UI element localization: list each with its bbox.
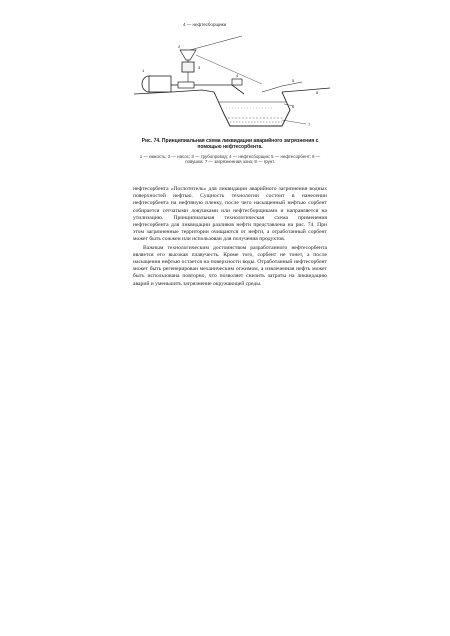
svg-text:7: 7	[308, 122, 311, 127]
figure-caption	[132, 138, 328, 164]
svg-text:1: 1	[142, 68, 145, 73]
svg-text:6: 6	[292, 104, 295, 109]
caption-title: Рис. 74. Принципиальная схема ликвидации аварийного загрязнения с помощью нефтесорбента.	[141, 138, 319, 150]
svg-text:4: 4	[236, 73, 239, 78]
scheme-figure	[132, 22, 332, 134]
svg-text:8: 8	[316, 90, 319, 95]
scheme-drawing	[132, 22, 332, 134]
body-text	[133, 186, 327, 288]
figure-top-label: 4 — нефтесборщики	[183, 22, 227, 27]
svg-text:5: 5	[292, 78, 295, 83]
svg-text:2: 2	[178, 44, 181, 49]
paragraph-2: Важным технологическим достоинством разработанного нефтесорбента является его высокая плавучесть. Кроме того, сорбент не тонет, а после насыщения нефтью остается на поверхности воды. Отработанный нефтесорбент может быть регенерирован механическим отжимом, а извлеченная нефть может быть использована повторно, что позволяет снизить затраты на ликвидацию аварий и уменьшить загрязнение окружающей среды.	[133, 244, 327, 287]
svg-text:3: 3	[198, 65, 201, 70]
caption-legend: 1 — емкость; 2 — насос; 3 — трубопровод; 4 — нефтесборщик; 5 — нефтесорбент; 6 — ловушка; 7 — загрязненная зона; 8 — грунт.	[139, 154, 321, 165]
paragraph-1: нефтесорбента «Поглотитель» для ликвидации аварийного загрязнения водных поверхностей нефтью. Сущность технологии состоит в нанесении нефтесорбента на нефтяную пленку, после чего насыщенный нефтью сорбент собирается сетчатыми ловушками или нефтесборщиками и направляется на утилизацию. Принципиальная технологическая схема применения нефтесорбента для ликвидации разливов нефти представлена на рис. 74. При этом загрязненные территории очищаются от нефти, а отработанный сорбент может быть сожжен или использован для получения продуктов.	[133, 186, 327, 243]
